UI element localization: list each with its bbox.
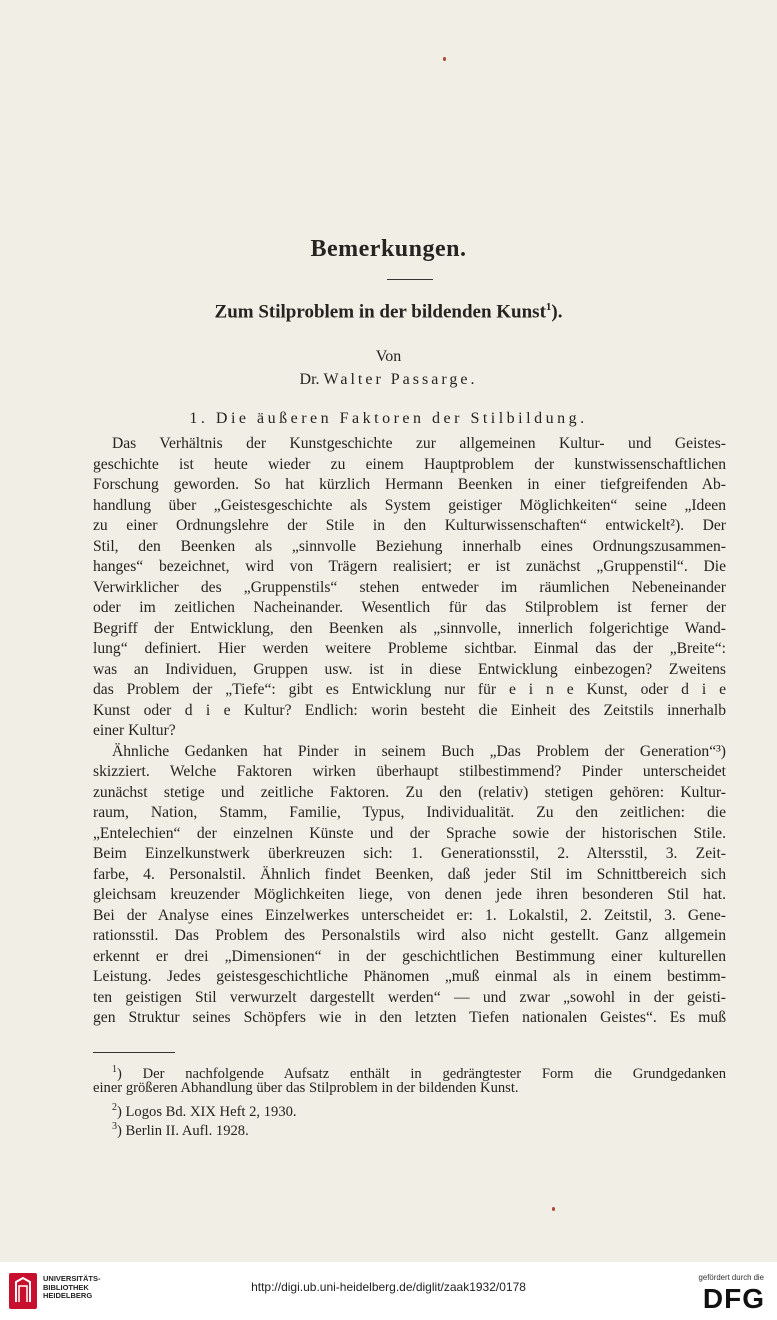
footnote-mark: 2 bbox=[112, 1102, 117, 1113]
footnote-text: ) Der nachfolgende Aufsatz enthält in gedrängtester Form die Grundgedanken bbox=[117, 1065, 726, 1082]
text-line: zunächst stetige und zeitliche Faktoren. Zu den (relativ) stetigen gehören: Kultur- bbox=[93, 783, 726, 801]
text-line: Forschung geworden. So hat kürzlich Hermann Beenken in einer tiefgreifenden Ab- bbox=[93, 476, 726, 493]
text-line: Verwirklicher des „Gruppenstils“ stehen entweder im räumlichen Nebeneinander bbox=[93, 578, 726, 596]
section-title: Bemerkungen. bbox=[310, 236, 467, 262]
footnote-text: ) Berlin II. Aufl. 1928. bbox=[117, 1122, 249, 1139]
footnote-line bbox=[93, 1098, 726, 1120]
text-line: das Problem der „Tiefe“: gibt es Entwicklung nur für e i n e Kunst, oder d i e bbox=[93, 681, 726, 698]
ink-spot bbox=[443, 57, 446, 61]
text-line: zu einer Ordnungslehre der Stile in den Kulturwissenschaften“ entwickelt²). Der bbox=[93, 517, 726, 534]
subsection-heading: 1. Die äußeren Faktoren der Stilbildung. bbox=[189, 410, 588, 427]
text-line: lung“ definiert. Hier werden weitere Probleme sichtbar. Einmal das der „Breite“: bbox=[93, 640, 726, 657]
text-line: skizziert. Welche Faktoren wirken überhaupt stilbestimmend? Pinder unterscheidet bbox=[93, 763, 726, 780]
author-prefix: Dr. bbox=[299, 371, 320, 388]
text-line: handlung über „Geistesgeschichte als System geistiger Möglichkeiten“ seine „Ideen bbox=[93, 496, 726, 514]
text-line: erkennt er drei „Dimensionen“ in der geschichtlichen Bestimmung einer kulturellen bbox=[93, 947, 726, 965]
text-line: oder im zeitlichen Nacheinander. Wesentlich für das Stilproblem ist ferner der bbox=[93, 599, 726, 616]
text-line: Stil, den Beenken als „sinnvolle Beziehung innerhalb eines Ordnungszusammen- bbox=[93, 537, 726, 555]
text-line: „Entelechien“ der einzelnen Künste und der Sprache sowie der historischen Stile. bbox=[93, 824, 726, 842]
footnote-divider bbox=[93, 1052, 175, 1053]
byline-von: Von bbox=[375, 348, 402, 365]
university-name-line: UNIVERSITÄTS- bbox=[43, 1274, 101, 1283]
footer-bar bbox=[0, 1262, 777, 1320]
author-line bbox=[0, 371, 777, 389]
text-line: ten geistigen Stil verwurzelt dargestellt werden“ — und zwar „sowohl in der geisti- bbox=[93, 988, 726, 1006]
footnote-mark: 1 bbox=[112, 1064, 117, 1075]
university-name-line: HEIDELBERG bbox=[43, 1291, 93, 1301]
text-line: Bei der Analyse eines Einzelwerkes unterscheidet er: 1. Lokalstil, 2. Zeitstil, 3. Gene- bbox=[93, 906, 726, 924]
text-line: Kunst oder d i e Kultur? Endlich: worin besteht die Einheit des Zeitstils innerhalb bbox=[93, 701, 726, 719]
text-line: Beim Einzelkunstwerk überkreuzen sich: 1. Generationsstil, 2. Altersstil, 3. Zeit- bbox=[93, 845, 726, 862]
article-title-end: ). bbox=[551, 301, 563, 323]
body-text bbox=[93, 434, 726, 1029]
footnote-line bbox=[93, 1060, 726, 1082]
text-line: gen Struktur seines Schöpfers wie in den letzten Tiefen nationalen Geistes“. Es muß bbox=[93, 1009, 726, 1026]
text-line: Leistung. Jedes geistesgeschichtliche Phänomen „muß einmal als in einem bestimm- bbox=[93, 968, 726, 985]
dfg-logo: DFG bbox=[702, 1283, 765, 1314]
text-line: Ähnliche Gedanken hat Pinder in seinem Buch „Das Problem der Generation“³) bbox=[112, 742, 726, 760]
text-line: geschichte ist heute wieder zu einem Hauptproblem der kunstwissenschaftlichen bbox=[93, 455, 726, 473]
text-line: einer Kultur? bbox=[93, 722, 176, 739]
article-title bbox=[0, 301, 777, 323]
text-line: Das Verhältnis der Kunstgeschichte zur allgemeinen Kultur- und Geistes- bbox=[112, 435, 726, 452]
funding-caption: gefördert durch die bbox=[698, 1273, 764, 1282]
title-divider bbox=[387, 279, 433, 280]
text-line: Begriff der Entwicklung, den Beenken als „sinnvolle, innerlich folgerichtige Wand- bbox=[93, 619, 726, 637]
article-title-text: Zum Stilproblem in der bildenden Kunst bbox=[214, 301, 546, 323]
footnote-line bbox=[93, 1117, 726, 1139]
text-line: raum, Nation, Stamm, Familie, Typus, Individualität. Zu den zeitlichen: die bbox=[93, 804, 726, 821]
author-name: Walter Passarge. bbox=[323, 371, 478, 388]
text-line: gleichsam kreuzender Möglichkeiten liege, von denen jede ihren besonderen Stil hat. bbox=[93, 886, 726, 903]
footnotes bbox=[93, 1060, 726, 1139]
text-line: farbe, 4. Personalstil. Ähnlich findet Beenken, daß jeder Stil im Schnittbereich sich bbox=[93, 865, 726, 883]
text-line: was an Individuen, Gruppen usw. ist in diese Entwicklung einbezogen? Zweitens bbox=[93, 660, 726, 678]
footnote-mark: 3 bbox=[112, 1121, 117, 1132]
text-line: hanges“ bezeichnet, wird von Trägern realisiert; er ist zunächst „Gruppenstil“. Die bbox=[93, 558, 726, 575]
text-line: rationsstil. Das Problem des Personalstils wird also nicht gestellt. Ganz allgemein bbox=[93, 927, 726, 944]
source-url[interactable]: http://digi.ub.uni-heidelberg.de/diglit/zaak1932/0178 bbox=[251, 1280, 526, 1294]
university-name-line: BIBLIOTHEK bbox=[43, 1282, 89, 1292]
footnote-text: ) Logos Bd. XIX Heft 2, 1930. bbox=[117, 1103, 297, 1120]
footnote-text: einer größeren Abhandlung über das Stilproblem in der bildenden Kunst. bbox=[93, 1080, 519, 1096]
article-title-note-mark: 1 bbox=[545, 301, 552, 313]
ink-spot bbox=[552, 1207, 555, 1211]
